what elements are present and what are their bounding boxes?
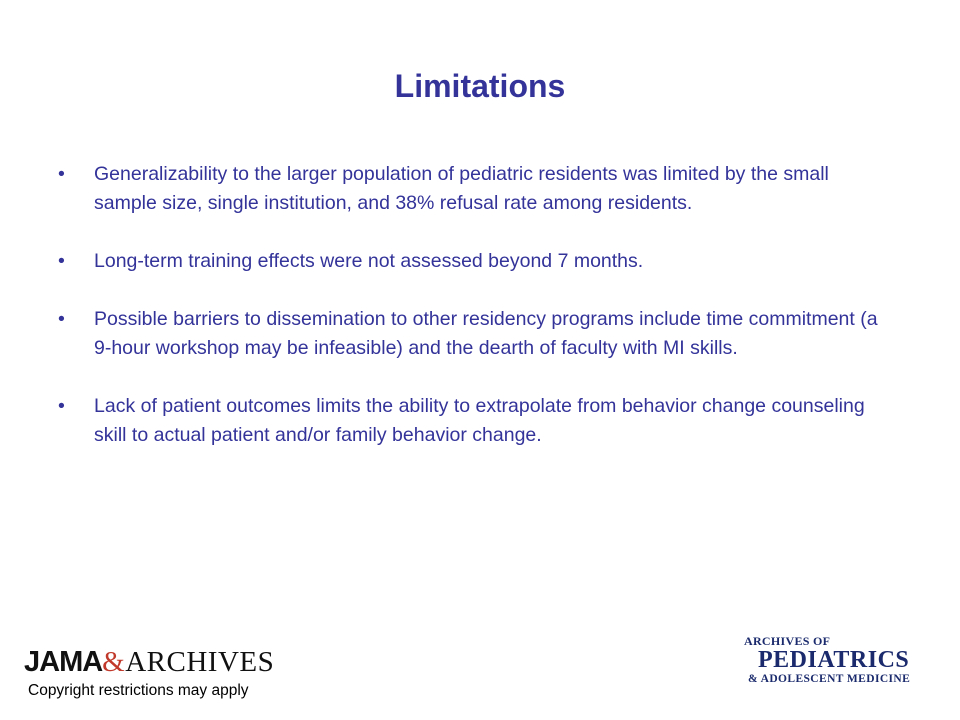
- bullet-marker: •: [58, 308, 65, 330]
- bullet-text: Lack of patient outcomes limits the ability to extrapolate from behavior change counseling skill to actual patient and/or family behavior change.: [94, 395, 865, 446]
- journal-logo-line3: & ADOLESCENT MEDICINE: [748, 673, 911, 685]
- bullet-text: Possible barriers to dissemination to other residency programs include time commitment (a 9-hour workshop may be infeasible) and the dearth of faculty with MI skills.: [94, 308, 878, 359]
- logo-jama-text: JAMA: [24, 646, 103, 678]
- bullet-item-generalizability: [58, 160, 878, 218]
- bullet-marker: •: [58, 395, 65, 417]
- bullet-item-patient-outcomes: [58, 392, 878, 450]
- journal-logo: [744, 634, 950, 694]
- logo-archives-text: ARCHIVES: [125, 646, 275, 678]
- bullet-text: Long-term training effects were not assessed beyond 7 months.: [94, 250, 644, 272]
- copyright-notice: Copyright restrictions may apply: [28, 682, 249, 699]
- journal-logo-line2: PEDIATRICS: [758, 647, 910, 673]
- bullet-item-dissemination-barriers: [58, 305, 878, 363]
- bullet-marker: •: [58, 163, 65, 185]
- bullet-list: [58, 160, 878, 479]
- footer-publisher: [24, 646, 324, 706]
- bullet-text: Generalizability to the larger population of pediatric residents was limited by the small sample size, single institution, and 38% refusal rate among residents.: [94, 163, 829, 214]
- jama-archives-logo: [24, 646, 324, 678]
- journal-logo-line1: ARCHIVES OF: [744, 634, 831, 648]
- logo-ampersand: &: [102, 646, 126, 678]
- bullet-marker: •: [58, 250, 65, 272]
- bullet-item-long-term-effects: [58, 247, 878, 276]
- slide-title: Limitations: [394, 68, 566, 104]
